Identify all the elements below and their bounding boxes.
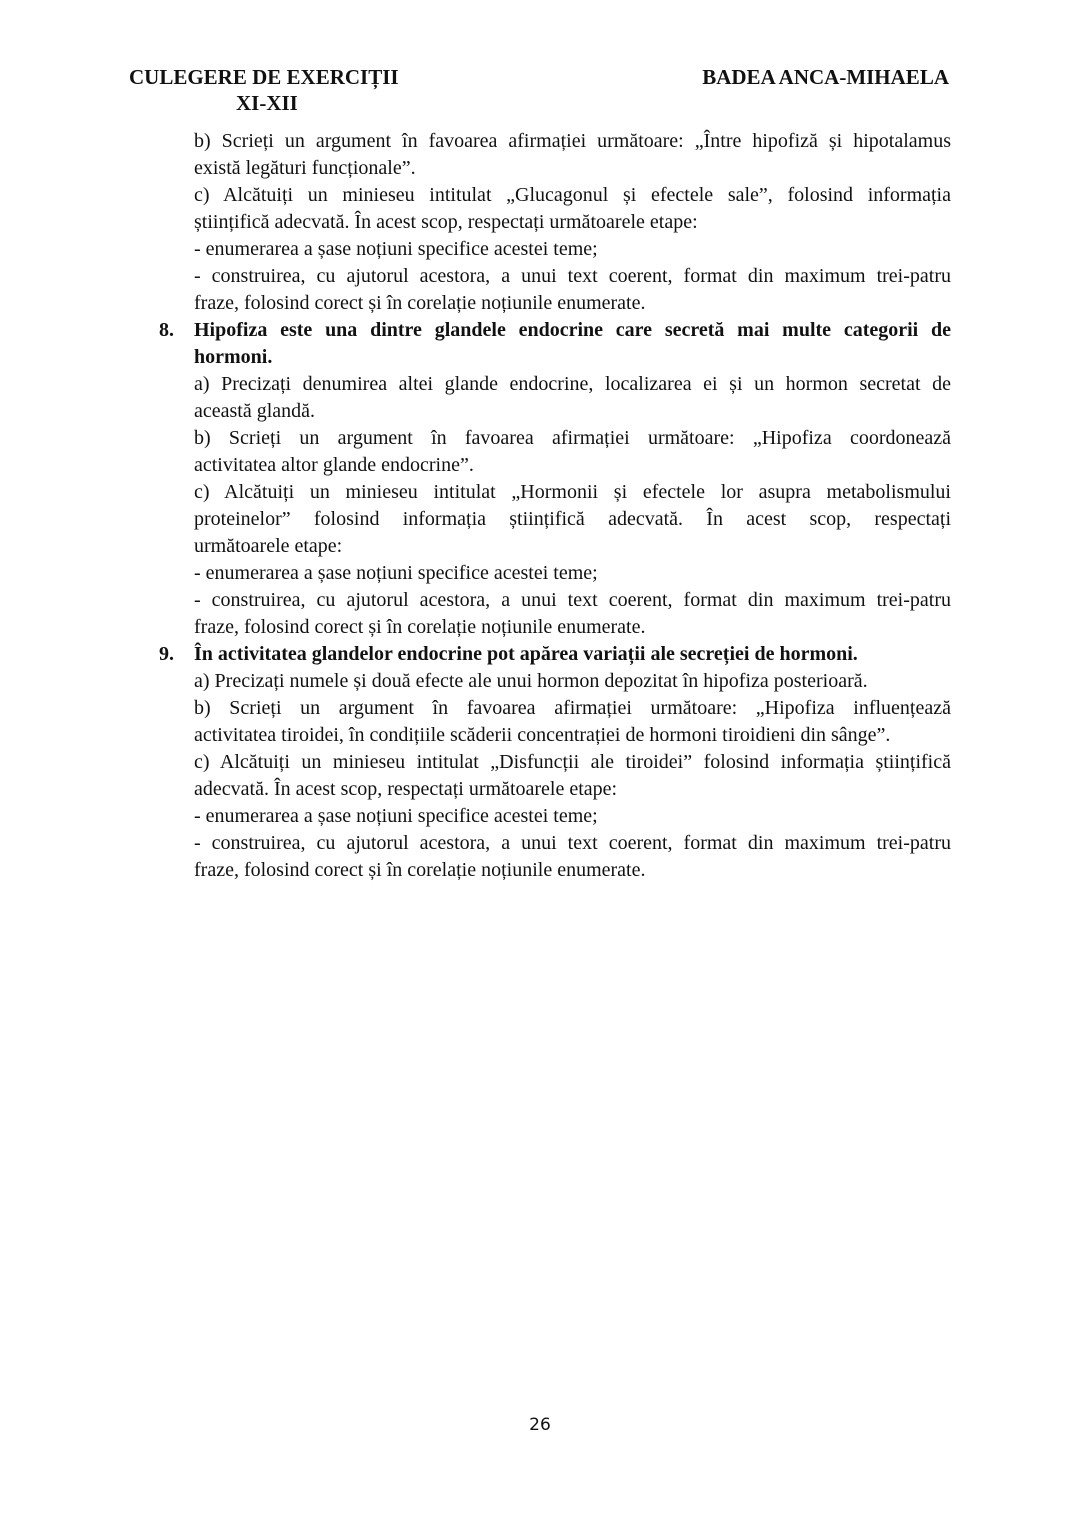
question-number: 8. xyxy=(159,319,174,341)
page-number: 26 xyxy=(529,1415,551,1435)
header-book-title: CULEGERE DE EXERCIȚII xyxy=(129,65,399,89)
question-subitem xyxy=(194,803,951,830)
header-grade: XI-XII xyxy=(236,91,298,115)
text-line: fraze, folosind corect și în corelație noțiunile enumerate. xyxy=(194,292,646,314)
continuation-paragraph xyxy=(194,263,951,317)
text-line: b) Scrieți un argument în favoarea afirmației următoare: „Între hipofiză și hipotalamus xyxy=(194,130,951,152)
text-line: - enumerarea a șase noțiuni specifice acestei teme; xyxy=(194,805,598,827)
text-line: c) Alcătuiți un minieseu intitulat „Hormonii și efectele lor asupra metabolismului xyxy=(194,481,951,503)
text-line: activitatea altor glande endocrine”. xyxy=(194,454,474,476)
continuation-paragraph xyxy=(194,236,951,263)
text-line: științifică adecvată. În acest scop, respectați următoarele etape: xyxy=(194,211,698,233)
text-line: b) Scrieți un argument în favoarea afirmației următoare: „Hipofiza influențează xyxy=(194,697,951,719)
question-subitem xyxy=(194,695,951,749)
text-line: - construirea, cu ajutorul acestora, a unui text coerent, format din maximum trei-patru xyxy=(194,589,951,611)
text-line: În activitatea glandelor endocrine pot apărea variații ale secreției de hormoni. xyxy=(194,643,858,665)
page-content xyxy=(159,128,951,884)
text-line: fraze, folosind corect și în corelație noțiunile enumerate. xyxy=(194,859,646,881)
text-line: proteinelor” folosind informația științifică adecvată. În acest scop, respectați xyxy=(194,508,951,530)
question-title xyxy=(194,641,951,668)
text-line: - construirea, cu ajutorul acestora, a unui text coerent, format din maximum trei-patru xyxy=(194,265,951,287)
continuation-paragraph xyxy=(194,182,951,236)
header-author: BADEA ANCA-MIHAELA xyxy=(702,65,949,89)
question-subitem xyxy=(194,371,951,425)
question-title xyxy=(194,317,951,371)
question-subitem xyxy=(194,560,951,587)
text-line: fraze, folosind corect și în corelație noțiunile enumerate. xyxy=(194,616,646,638)
question-subitem xyxy=(194,479,951,560)
text-line: activitatea tiroidei, în condițiile scăderii concentrației de hormoni tiroidieni din sânge”. xyxy=(194,724,891,746)
question-8 xyxy=(159,317,951,641)
text-line: - construirea, cu ajutorul acestora, a unui text coerent, format din maximum trei-patru xyxy=(194,832,951,854)
text-line: c) Alcătuiți un minieseu intitulat „Glucagonul și efectele sale”, folosind informația xyxy=(194,184,951,206)
text-line: există legături funcționale”. xyxy=(194,157,416,179)
question-9 xyxy=(159,641,951,884)
question-subitem xyxy=(194,425,951,479)
text-line: c) Alcătuiți un minieseu intitulat „Disfuncții ale tiroidei” folosind informația științifică xyxy=(194,751,951,773)
question-subitem xyxy=(194,830,951,884)
question-subitem xyxy=(194,587,951,641)
text-line: a) Precizați numele și două efecte ale unui hormon depozitat în hipofiza posterioară. xyxy=(194,670,868,692)
continuation-paragraph xyxy=(194,128,951,182)
question-subitem xyxy=(194,749,951,803)
text-line: b) Scrieți un argument în favoarea afirmației următoare: „Hipofiza coordonează xyxy=(194,427,951,449)
text-line: - enumerarea a șase noțiuni specifice acestei teme; xyxy=(194,238,598,260)
question-number: 9. xyxy=(159,643,174,665)
text-line: hormoni. xyxy=(194,346,273,368)
text-line: adecvată. În acest scop, respectați următoarele etape: xyxy=(194,778,618,800)
text-line: a) Precizați denumirea altei glande endocrine, localizarea ei și un hormon secretat de xyxy=(194,373,951,395)
text-line: - enumerarea a șase noțiuni specifice acestei teme; xyxy=(194,562,598,584)
text-line: următoarele etape: xyxy=(194,535,343,557)
question-subitem xyxy=(194,668,951,695)
text-line: Hipofiza este una dintre glandele endocrine care secretă mai multe categorii de xyxy=(194,319,951,341)
text-line: această glandă. xyxy=(194,400,316,422)
